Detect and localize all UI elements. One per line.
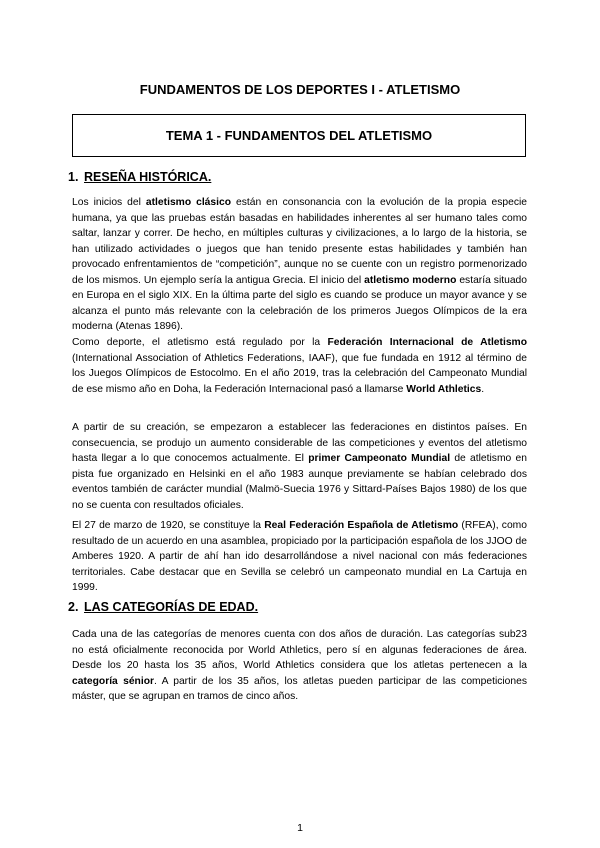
- text-run: Los inicios del: [72, 197, 146, 208]
- section-heading-text: RESEÑA HISTÓRICA.: [84, 170, 212, 184]
- bold-term: Federación Internacional de Atletismo: [327, 337, 527, 348]
- text-run: (International Association of Athletics Federations, IAAF), que fue fundada en 1912 al término de los Juegos Olímpicos de Estocolmo. En el año 2019, tras la celebración del Campeonato Mundial de ese mismo año en Doha, la Federación Internacional pasó a llamarse: [72, 352, 527, 395]
- section-number: 2.: [68, 600, 79, 614]
- text-run: . A partir de los 35 años, los atletas pueden participar de las competiciones máster, que se agrupan en tramos de cinco años.: [72, 675, 527, 702]
- paragraph: [72, 518, 527, 596]
- bold-term: atletismo moderno: [364, 274, 457, 286]
- topic-title-box: [72, 114, 526, 157]
- paragraph: [72, 195, 527, 335]
- paragraph: [72, 627, 527, 705]
- topic-title: TEMA 1 - FUNDAMENTOS DEL ATLETISMO: [165, 128, 433, 143]
- text-run: A partir de su creación, se empezaron a establecer las federaciones en distintos países. En consecuencia, se produjo un aumento considerable de las competiciones y eventos del atletismo hasta llegar a lo que conocemos actualmente. El: [72, 422, 527, 464]
- section-heading-1: [68, 170, 211, 184]
- section-heading-2: [68, 600, 258, 614]
- bold-term: Real Federación Española de Atletismo: [264, 520, 459, 531]
- page-number: 1: [297, 822, 303, 834]
- text-run: están en consonancia con la evolución de la propia especie humana, ya que las pruebas están basadas en habilidades inherentes al ser humano tales como saltar, lanzar y correr. De hecho, en múltiples culturas y civilizaciones, a lo largo de la historia, se han utilizado actividades o juegos que han tenido presente estas habilidades y también han provocado enfrentamientos de “competición”, aunque no se cuente con un registro pormenorizado de los mismos. Un ejemplo sería la antigua Grecia. El inicio del: [72, 197, 527, 286]
- document-title: FUNDAMENTOS DE LOS DEPORTES I - ATLETISMO: [139, 82, 461, 97]
- section-number: 1.: [68, 170, 79, 184]
- bold-term: primer Campeonato Mundial: [308, 453, 451, 464]
- text-run: de atletismo en pista fue organizado en Helsinki en el año 1983 aunque previamente se habían celebrado dos eventos también de carácter mundial (Malmö-Suecia 1976 y Sittard-Países Bajos 1980) de los que no se cuenta con resultados oficiales.: [72, 453, 527, 511]
- text-run: Cada una de las categorías de menores cuenta con dos años de duración. Las categorías sub23 no está oficialmente reconocida por World Athletics, pero sí en algunas federaciones de área. Desde los 20 hasta los 35 años, World Athletics considera que los atletas pertenecen a la: [72, 629, 527, 671]
- text-run: estaría situado en Europa en el siglo XIX. En la última parte del siglo es cuando se produce un mayor avance y se alcanza el punto más relevante con la celebración de los primeros Juegos Olímpicos de la era moderna (Atenas 1896).: [72, 274, 527, 332]
- section-heading-text: LAS CATEGORÍAS DE EDAD.: [84, 600, 259, 614]
- text-run: .: [481, 383, 485, 395]
- bold-term: atletismo clásico: [145, 197, 232, 208]
- bold-term: World Athletics: [406, 383, 482, 395]
- text-run: Como deporte, el atletismo está regulado por la: [72, 337, 328, 348]
- text-run: (RFEA), como resultado de un acuerdo en una asamblea, propiciado por la participación española de los JJOO de Amberes 1920. A partir de ahí han ido desarrollándose a nivel nacional con más federaciones territoriales. Cabe destacar que en Sevilla se celebró un campeonato mundial en La Cartuja en 1999.: [72, 520, 527, 593]
- bold-term: categoría sénior: [72, 675, 154, 687]
- text-run: El 27 de marzo de 1920, se constituye la: [72, 520, 265, 531]
- paragraph: [72, 420, 527, 513]
- paragraph: [72, 335, 527, 397]
